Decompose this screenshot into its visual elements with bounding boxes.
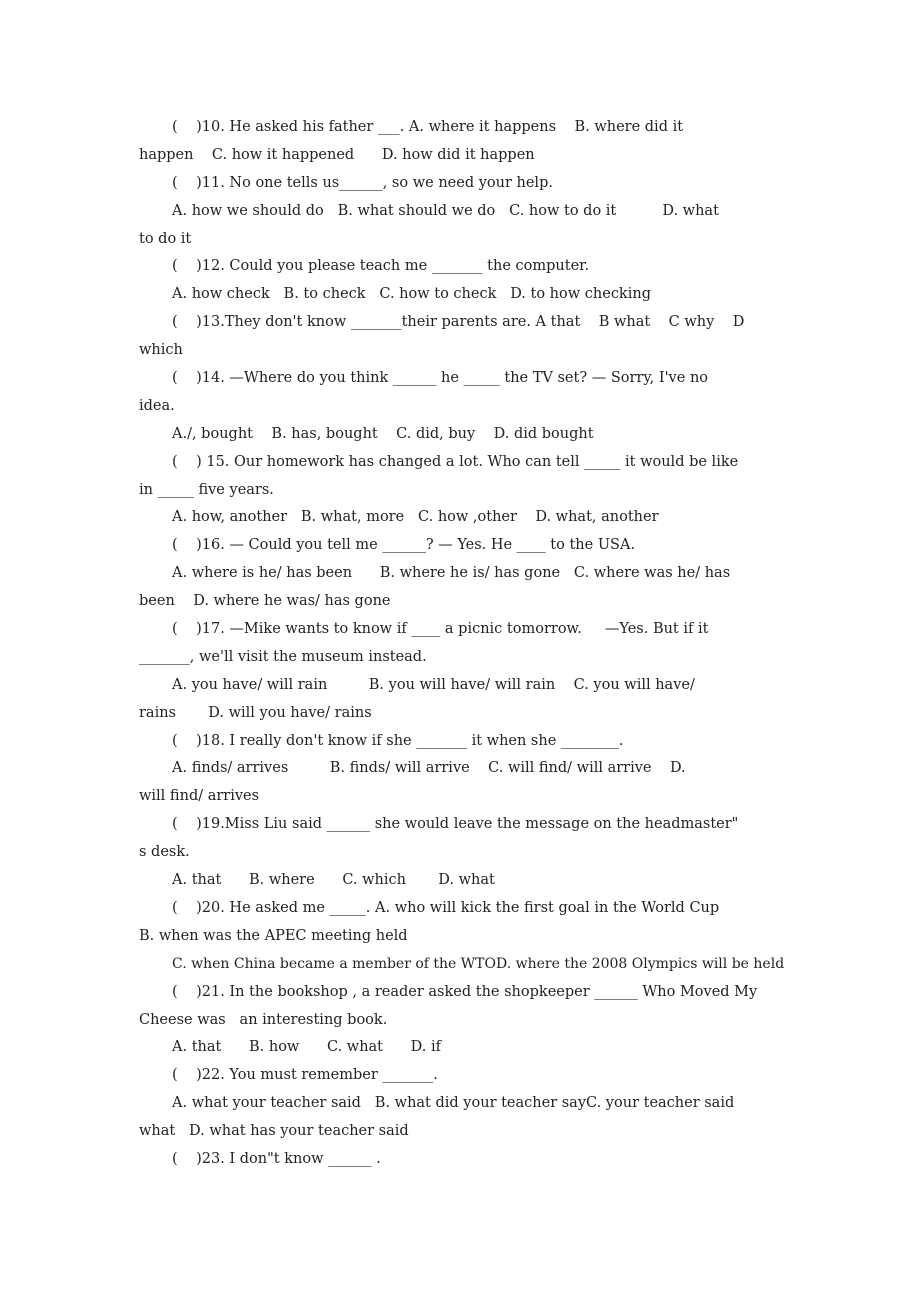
text-line: ( )19.Miss Liu said ______ she would leave the message on the headmaster" (172, 816, 739, 833)
text-line: A. where is he/ has been B. where he is/ has gone C. where was he/ has (172, 565, 731, 582)
text-line: will find/ arrives (139, 788, 260, 805)
text-line: B. when was the APEC meeting held (139, 927, 408, 944)
text-line: A. finds/ arrives B. finds/ will arrive C. will find/ will arrive D. (172, 760, 686, 777)
text-line: _______, we'll visit the museum instead. (139, 648, 427, 665)
text-line: idea. (139, 397, 175, 414)
text-line: happen C. how it happened D. how did it happen (139, 146, 535, 163)
text-line: A. how, another B. what, more C. how ,other D. what, another (172, 509, 659, 526)
text-line: ( )13.They don't know _______their parents are. A that B what C why D (172, 314, 745, 331)
text-line: ( )14. —Where do you think ______ he _____ the TV set? — Sorry, I've no (172, 370, 709, 387)
text-line: to do it (139, 230, 192, 247)
text-line: A. how we should do B. what should we do C. how to do it D. what (172, 202, 719, 219)
worksheet-text (139, 114, 789, 1174)
text-line: what D. what has your teacher said (139, 1123, 409, 1140)
text-line: s desk. (139, 844, 190, 861)
text-line: ( )11. No one tells us______, so we need your help. (172, 174, 553, 191)
text-line: which (139, 342, 183, 359)
text-line: ( )16. — Could you tell me ______? — Yes. He ____ to the USA. (172, 537, 636, 554)
text-line: ( )12. Could you please teach me _______ the computer. (172, 258, 590, 275)
text-line: Cheese was an interesting book. (139, 1011, 388, 1028)
text-line: C. when China became a member of the WTOD. where the 2008 Olympics will be held (172, 955, 785, 972)
text-line: ( )17. —Mike wants to know if ____ a picnic tomorrow. —Yes. But if it (172, 621, 709, 638)
text-line: ( )20. He asked me _____. A. who will kick the first goal in the World Cup (172, 899, 720, 916)
text-line: ( ) 15. Our homework has changed a lot. Who can tell _____ it would be like (172, 453, 739, 470)
text-line: A. you have/ will rain B. you will have/ will rain C. you will have/ (172, 676, 695, 693)
text-line: ( )23. I don"t know ______ . (172, 1150, 381, 1167)
text-line: ( )21. In the bookshop , a reader asked the shopkeeper ______ Who Moved My (172, 983, 758, 1000)
text-line: in _____ five years. (139, 481, 274, 498)
text-line: A. that B. where C. which D. what (172, 872, 495, 889)
text-line: ( )18. I really don't know if she _______ it when she ________. (172, 732, 624, 749)
text-line: A. how check B. to check C. how to check D. to how checking (172, 286, 651, 303)
text-line: been D. where he was/ has gone (139, 593, 391, 610)
text-line: A./, bought B. has, bought C. did, buy D. did bought (172, 425, 594, 442)
text-line: A. what your teacher said B. what did your teacher sayC. your teacher said (172, 1095, 735, 1112)
text-line: ( )22. You must remember _______. (172, 1067, 438, 1084)
text-line: rains D. will you have/ rains (139, 704, 372, 721)
text-line: A. that B. how C. what D. if (172, 1039, 441, 1056)
text-line: ( )10. He asked his father ___. A. where it happens B. where did it (172, 119, 684, 135)
